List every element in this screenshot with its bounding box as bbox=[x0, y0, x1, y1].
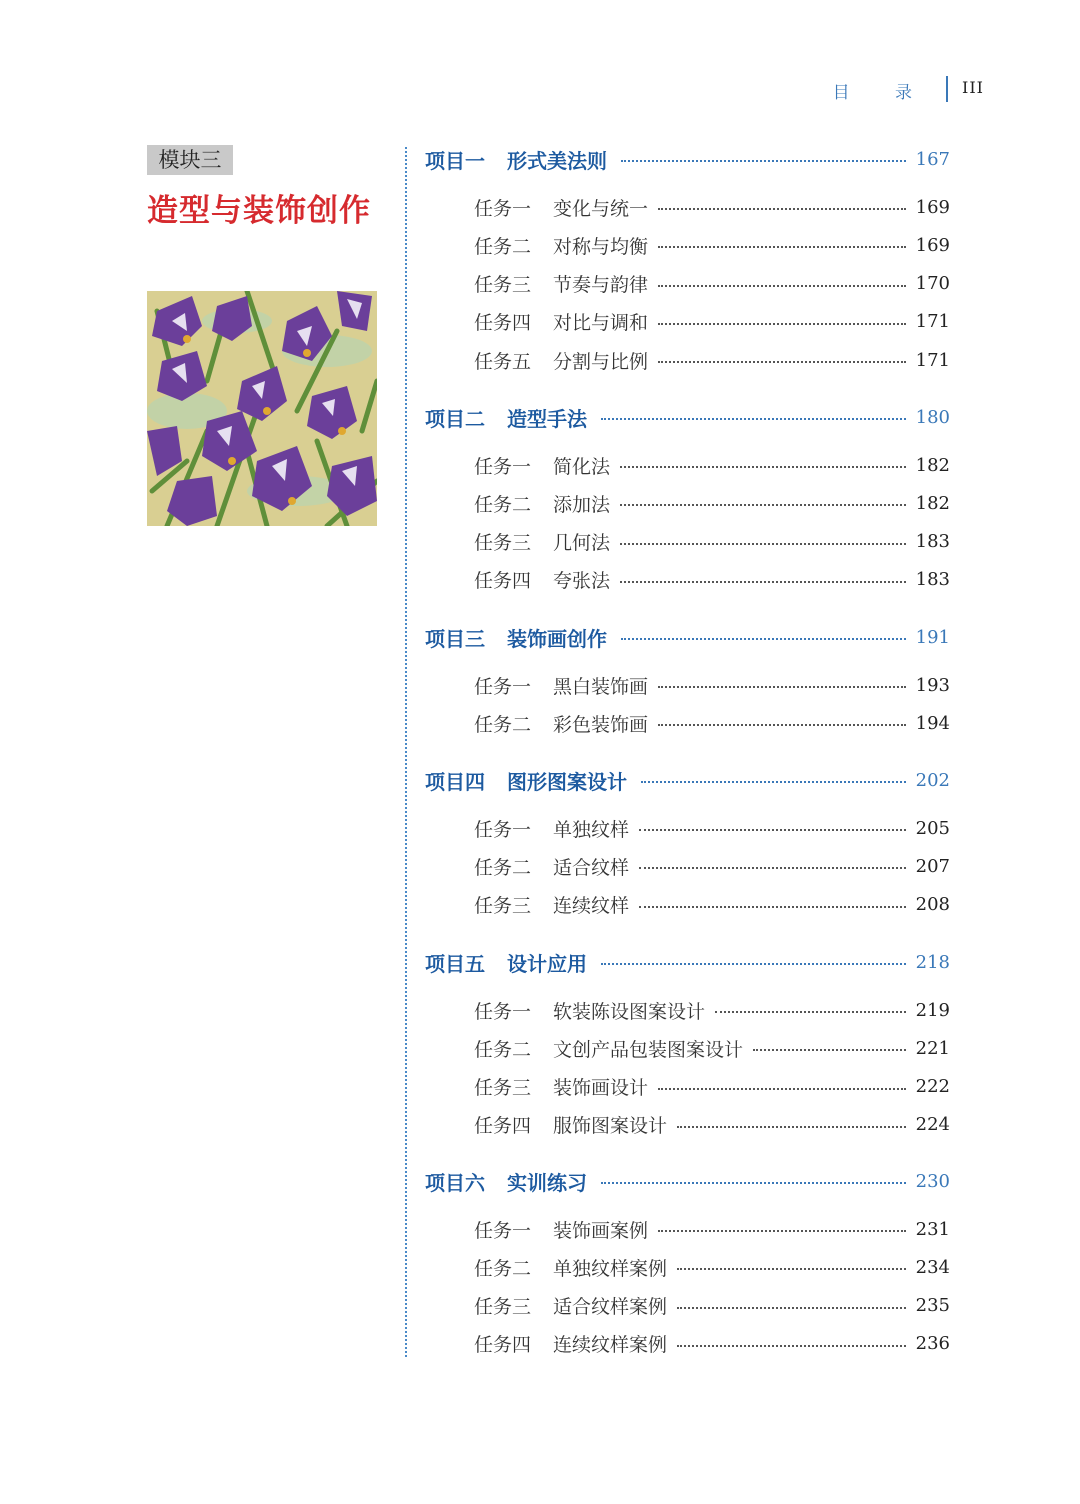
task-page-number: 171 bbox=[915, 311, 950, 333]
dot-leader bbox=[658, 1088, 906, 1090]
task-name: 适合纹样 bbox=[553, 856, 630, 879]
task-label: 任务四 bbox=[474, 570, 532, 593]
toc-task-row[interactable] bbox=[474, 851, 950, 881]
task-label: 任务四 bbox=[474, 312, 532, 335]
header-title: 目 录 bbox=[832, 83, 932, 103]
toc-project-row[interactable] bbox=[425, 765, 950, 795]
dot-leader bbox=[620, 543, 906, 545]
task-name: 节奏与韵律 bbox=[553, 274, 649, 297]
toc-task-row[interactable] bbox=[474, 890, 950, 920]
toc-task-row[interactable] bbox=[474, 1033, 950, 1063]
task-label: 任务一 bbox=[474, 818, 532, 841]
dot-leader bbox=[677, 1268, 906, 1270]
vertical-dotted-divider bbox=[405, 147, 407, 1357]
project-name: 形式美法则 bbox=[507, 148, 607, 173]
project-page-number: 191 bbox=[915, 626, 950, 648]
dot-leader bbox=[677, 1126, 906, 1128]
task-name: 对比与调和 bbox=[553, 312, 649, 335]
dot-leader bbox=[658, 686, 906, 688]
task-label: 任务四 bbox=[474, 1115, 532, 1138]
project-label: 项目五 bbox=[425, 951, 485, 976]
toc-task-row[interactable] bbox=[474, 488, 950, 518]
header-page-number: III bbox=[962, 78, 984, 97]
task-name: 几何法 bbox=[553, 532, 611, 555]
project-page-number: 230 bbox=[915, 1170, 950, 1192]
task-page-number: 205 bbox=[915, 817, 950, 839]
project-name: 装饰画创作 bbox=[507, 626, 607, 651]
dot-leader bbox=[658, 724, 906, 726]
task-name: 适合纹样案例 bbox=[553, 1296, 668, 1319]
dot-leader bbox=[601, 418, 906, 420]
toc-task-row[interactable] bbox=[474, 307, 950, 337]
dot-leader bbox=[620, 466, 906, 468]
task-label: 任务二 bbox=[474, 856, 532, 879]
project-page-number: 167 bbox=[915, 148, 950, 170]
toc-task-row[interactable] bbox=[474, 1072, 950, 1102]
task-label: 任务一 bbox=[474, 1219, 532, 1242]
toc-task-row[interactable] bbox=[474, 345, 950, 375]
dot-leader bbox=[601, 1182, 906, 1184]
task-name: 简化法 bbox=[553, 455, 611, 478]
task-page-number: 171 bbox=[915, 349, 950, 371]
toc-task-row[interactable] bbox=[474, 527, 950, 557]
task-label: 任务三 bbox=[474, 274, 532, 297]
task-page-number: 221 bbox=[915, 1037, 950, 1059]
task-name: 对称与均衡 bbox=[553, 235, 649, 258]
toc-task-row[interactable] bbox=[474, 269, 950, 299]
project-name: 图形图案设计 bbox=[507, 769, 627, 794]
task-name: 软装陈设图案设计 bbox=[553, 1000, 706, 1023]
task-name: 连续纹样 bbox=[553, 895, 630, 918]
dot-leader bbox=[639, 829, 906, 831]
toc-project-row[interactable] bbox=[425, 144, 950, 174]
task-page-number: 234 bbox=[915, 1256, 950, 1278]
toc-project-row[interactable] bbox=[425, 402, 950, 432]
task-page-number: 182 bbox=[915, 454, 950, 476]
dot-leader bbox=[601, 963, 906, 965]
task-page-number: 236 bbox=[915, 1333, 950, 1355]
task-name: 服饰图案设计 bbox=[553, 1115, 668, 1138]
project-page-number: 218 bbox=[915, 951, 950, 973]
task-name: 黑白装饰画 bbox=[553, 675, 649, 698]
task-name: 添加法 bbox=[553, 493, 611, 516]
task-page-number: 182 bbox=[915, 492, 950, 514]
task-page-number: 224 bbox=[915, 1114, 950, 1136]
task-page-number: 235 bbox=[915, 1295, 950, 1317]
task-label: 任务二 bbox=[474, 235, 532, 258]
project-name: 实训练习 bbox=[507, 1170, 587, 1195]
dot-leader bbox=[639, 906, 906, 908]
task-name: 单独纹样案例 bbox=[553, 1257, 668, 1280]
toc-task-row[interactable] bbox=[474, 670, 950, 700]
dot-leader bbox=[658, 323, 906, 325]
header-divider bbox=[946, 76, 948, 102]
toc-task-row[interactable] bbox=[474, 450, 950, 480]
toc-task-row[interactable] bbox=[474, 565, 950, 595]
task-name: 夸张法 bbox=[553, 570, 611, 593]
task-name: 分割与比例 bbox=[553, 350, 649, 373]
task-page-number: 208 bbox=[915, 894, 950, 916]
dot-leader bbox=[621, 160, 906, 162]
project-label: 项目三 bbox=[425, 626, 485, 651]
task-page-number: 231 bbox=[915, 1218, 950, 1240]
task-page-number: 169 bbox=[915, 196, 950, 218]
dot-leader bbox=[620, 581, 906, 583]
toc-task-row[interactable] bbox=[474, 1329, 950, 1359]
task-label: 任务三 bbox=[474, 895, 532, 918]
project-label: 项目一 bbox=[425, 148, 485, 173]
dot-leader bbox=[677, 1345, 906, 1347]
task-name: 文创产品包装图案设计 bbox=[553, 1038, 744, 1061]
toc-project-row[interactable] bbox=[425, 947, 950, 977]
task-page-number: 219 bbox=[915, 999, 950, 1021]
module-title: 造型与装饰创作 bbox=[147, 193, 371, 229]
dot-leader bbox=[753, 1049, 906, 1051]
task-label: 任务三 bbox=[474, 1077, 532, 1100]
toc-task-row[interactable] bbox=[474, 192, 950, 222]
dot-leader bbox=[658, 208, 906, 210]
project-label: 项目二 bbox=[425, 406, 485, 431]
toc-project-row[interactable] bbox=[425, 1166, 950, 1196]
task-label: 任务二 bbox=[474, 493, 532, 516]
project-name: 造型手法 bbox=[507, 406, 587, 431]
toc-task-row[interactable] bbox=[474, 1214, 950, 1244]
dot-leader bbox=[715, 1011, 906, 1013]
project-name: 设计应用 bbox=[507, 951, 587, 976]
task-label: 任务一 bbox=[474, 1000, 532, 1023]
task-label: 任务二 bbox=[474, 1038, 532, 1061]
toc-task-row[interactable] bbox=[474, 1252, 950, 1282]
task-name: 变化与统一 bbox=[553, 197, 649, 220]
task-page-number: 193 bbox=[915, 674, 950, 696]
toc-task-row[interactable] bbox=[474, 813, 950, 843]
project-label: 项目四 bbox=[425, 769, 485, 794]
task-name: 连续纹样案例 bbox=[553, 1334, 668, 1357]
project-label: 项目六 bbox=[425, 1170, 485, 1195]
task-page-number: 183 bbox=[915, 569, 950, 591]
dot-leader bbox=[677, 1307, 906, 1309]
task-page-number: 169 bbox=[915, 234, 950, 256]
task-page-number: 207 bbox=[915, 855, 950, 877]
toc-task-row[interactable] bbox=[474, 230, 950, 260]
dot-leader bbox=[658, 361, 906, 363]
toc-task-row[interactable] bbox=[474, 995, 950, 1025]
task-page-number: 194 bbox=[915, 712, 950, 734]
module-tag: 模块三 bbox=[147, 145, 233, 175]
project-page-number: 180 bbox=[915, 406, 950, 428]
toc-task-row[interactable] bbox=[474, 708, 950, 738]
task-label: 任务三 bbox=[474, 532, 532, 555]
task-label: 任务三 bbox=[474, 1296, 532, 1319]
toc-task-row[interactable] bbox=[474, 1110, 950, 1140]
task-label: 任务一 bbox=[474, 675, 532, 698]
task-label: 任务二 bbox=[474, 713, 532, 736]
iris-illustration bbox=[147, 291, 377, 526]
task-label: 任务四 bbox=[474, 1334, 532, 1357]
dot-leader bbox=[658, 285, 906, 287]
task-page-number: 170 bbox=[915, 273, 950, 295]
running-header bbox=[0, 76, 1080, 106]
task-page-number: 222 bbox=[915, 1076, 950, 1098]
task-label: 任务一 bbox=[474, 455, 532, 478]
dot-leader bbox=[639, 867, 906, 869]
task-label: 任务二 bbox=[474, 1257, 532, 1280]
task-label: 任务一 bbox=[474, 197, 532, 220]
dot-leader bbox=[658, 1230, 906, 1232]
task-name: 彩色装饰画 bbox=[553, 713, 649, 736]
dot-leader bbox=[620, 504, 906, 506]
task-name: 装饰画设计 bbox=[553, 1077, 649, 1100]
task-name: 单独纹样 bbox=[553, 818, 630, 841]
iris-pattern-image bbox=[147, 291, 377, 526]
task-page-number: 183 bbox=[915, 531, 950, 553]
task-label: 任务五 bbox=[474, 350, 532, 373]
task-name: 装饰画案例 bbox=[553, 1219, 649, 1242]
dot-leader bbox=[658, 246, 906, 248]
toc-project-row[interactable] bbox=[425, 622, 950, 652]
project-page-number: 202 bbox=[915, 769, 950, 791]
dot-leader bbox=[641, 781, 906, 783]
toc-task-row[interactable] bbox=[474, 1291, 950, 1321]
dot-leader bbox=[621, 638, 906, 640]
